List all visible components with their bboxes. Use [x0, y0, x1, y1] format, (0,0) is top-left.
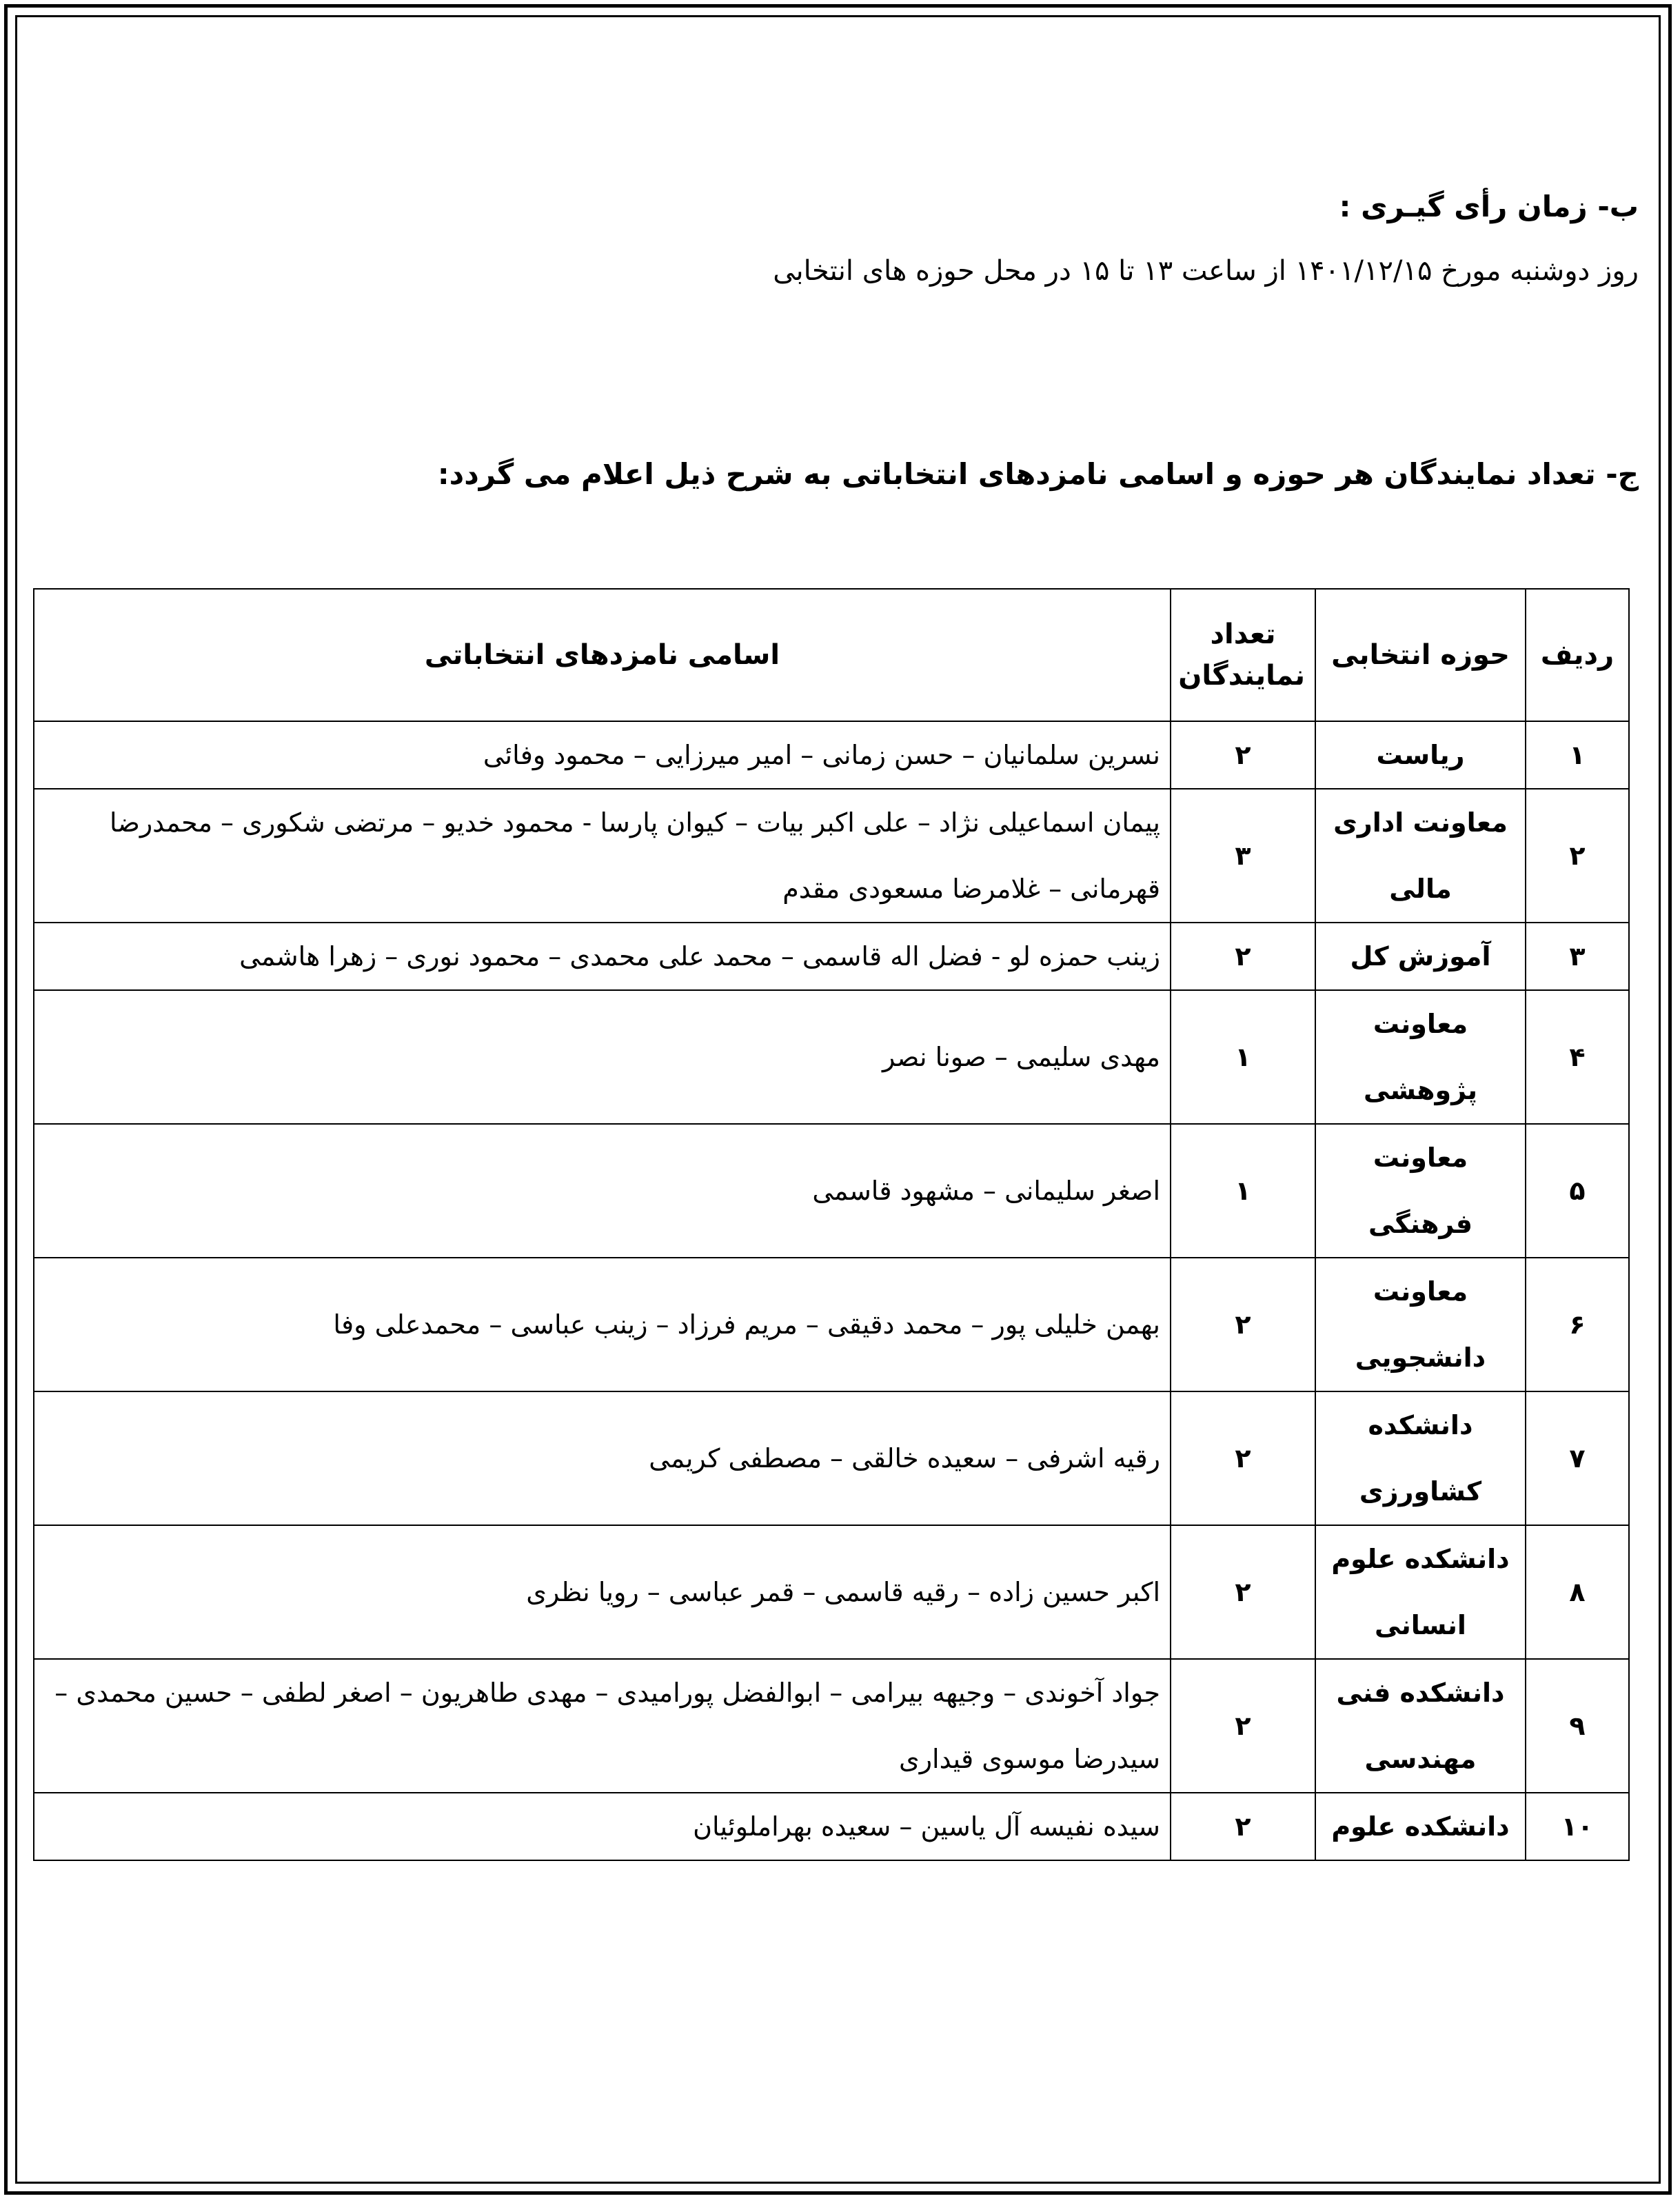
row-number: ۱۰: [1526, 1793, 1629, 1860]
table-row: [34, 1391, 1629, 1525]
representatives-count: ۲: [1171, 1525, 1315, 1659]
candidate-names: پیمان اسماعیلی نژاد – علی اکبر بیات – کیوان پارسا - محمود خدیو – مرتضی شکوری – محمدرضا قهرمانی – غلامرضا مسعودی مقدم: [34, 789, 1171, 923]
header-count-line2: نمایندگان: [1178, 660, 1305, 692]
representatives-count: ۲: [1171, 1391, 1315, 1525]
table-row: [34, 1525, 1629, 1659]
representatives-count: ۲: [1171, 923, 1315, 990]
candidate-names: جواد آخوندی – وجیهه بیرامی – ابوالفضل پورامیدی – مهدی طاهریون – اصغر لطفی – حسین محمدی – سیدرضا موسوی قیداری: [34, 1659, 1171, 1793]
table-row: [34, 1124, 1629, 1258]
representatives-count: ۲: [1171, 721, 1315, 789]
header-representatives-count: [1171, 589, 1315, 721]
representatives-count: ۳: [1171, 789, 1315, 923]
representatives-count: ۱: [1171, 990, 1315, 1124]
row-number: ۶: [1526, 1258, 1629, 1391]
candidate-names: رقیه اشرفی – سعیده خالقی – مصطفی کریمی: [34, 1391, 1171, 1525]
representatives-count: ۲: [1171, 1659, 1315, 1793]
district-name: دانشکده کشاورزی: [1315, 1391, 1526, 1525]
table-row: [34, 990, 1629, 1124]
header-district: حوزه انتخابی: [1315, 589, 1526, 721]
header-candidate-names: اسامی نامزدهای انتخاباتی: [34, 589, 1171, 721]
district-name: معاونت پژوهشی: [1315, 990, 1526, 1124]
candidate-names: مهدی سلیمی – صونا نصر: [34, 990, 1171, 1124]
section-b-heading: ب- زمان رأی گیـری :: [1339, 190, 1639, 223]
representatives-count: ۱: [1171, 1124, 1315, 1258]
district-name: معاونت اداری مالی: [1315, 789, 1526, 923]
representatives-count: ۲: [1171, 1258, 1315, 1391]
table-row: [34, 1793, 1629, 1860]
district-name: دانشکده علوم: [1315, 1793, 1526, 1860]
district-name: دانشکده علوم انسانی: [1315, 1525, 1526, 1659]
district-name: معاونت فرهنگی: [1315, 1124, 1526, 1258]
table-row: [34, 721, 1629, 789]
candidates-table: [33, 588, 1630, 1861]
row-number: ۸: [1526, 1525, 1629, 1659]
candidate-names: زینب حمزه لو - فضل اله قاسمی – محمد علی محمدی – محمود نوری – زهرا هاشمی: [34, 923, 1171, 990]
candidate-names: نسرین سلمانیان – حسن زمانی – امیر میرزایی – محمود وفائی: [34, 721, 1171, 789]
row-number: ۵: [1526, 1124, 1629, 1258]
candidate-names: سیده نفیسه آل یاسین – سعیده بهراملوئیان: [34, 1793, 1171, 1860]
header-row-number: ردیف: [1526, 589, 1629, 721]
section-c-heading: ج- تعداد نمایندگان هر حوزه و اسامی نامزدهای انتخاباتی به شرح ذیل اعلام می گردد:: [437, 457, 1639, 491]
candidate-names: بهمن خلیلی پور – محمد دقیقی – مریم فرزاد – زینب عباسی – محمدعلی وفا: [34, 1258, 1171, 1391]
table-row: [34, 1258, 1629, 1391]
header-count-line1: تعداد: [1210, 618, 1276, 650]
row-number: ۳: [1526, 923, 1629, 990]
row-number: ۲: [1526, 789, 1629, 923]
voting-time-text: روز دوشنبه مورخ ۱۴۰۱/۱۲/۱۵ از ساعت ۱۳ تا ۱۵ در محل حوزه های انتخابی: [773, 255, 1639, 287]
table-header-row: [34, 589, 1629, 721]
candidate-names: اصغر سلیمانی – مشهود قاسمی: [34, 1124, 1171, 1258]
row-number: ۱: [1526, 721, 1629, 789]
district-name: آموزش کل: [1315, 923, 1526, 990]
row-number: ۹: [1526, 1659, 1629, 1793]
district-name: ریاست: [1315, 721, 1526, 789]
row-number: ۴: [1526, 990, 1629, 1124]
table-row: [34, 1659, 1629, 1793]
district-name: دانشکده فنی مهندسی: [1315, 1659, 1526, 1793]
table-row: [34, 923, 1629, 990]
representatives-count: ۲: [1171, 1793, 1315, 1860]
table-row: [34, 789, 1629, 923]
candidate-names: اکبر حسین زاده – رقیه قاسمی – قمر عباسی – رویا نظری: [34, 1525, 1171, 1659]
district-name: معاونت دانشجویی: [1315, 1258, 1526, 1391]
row-number: ۷: [1526, 1391, 1629, 1525]
